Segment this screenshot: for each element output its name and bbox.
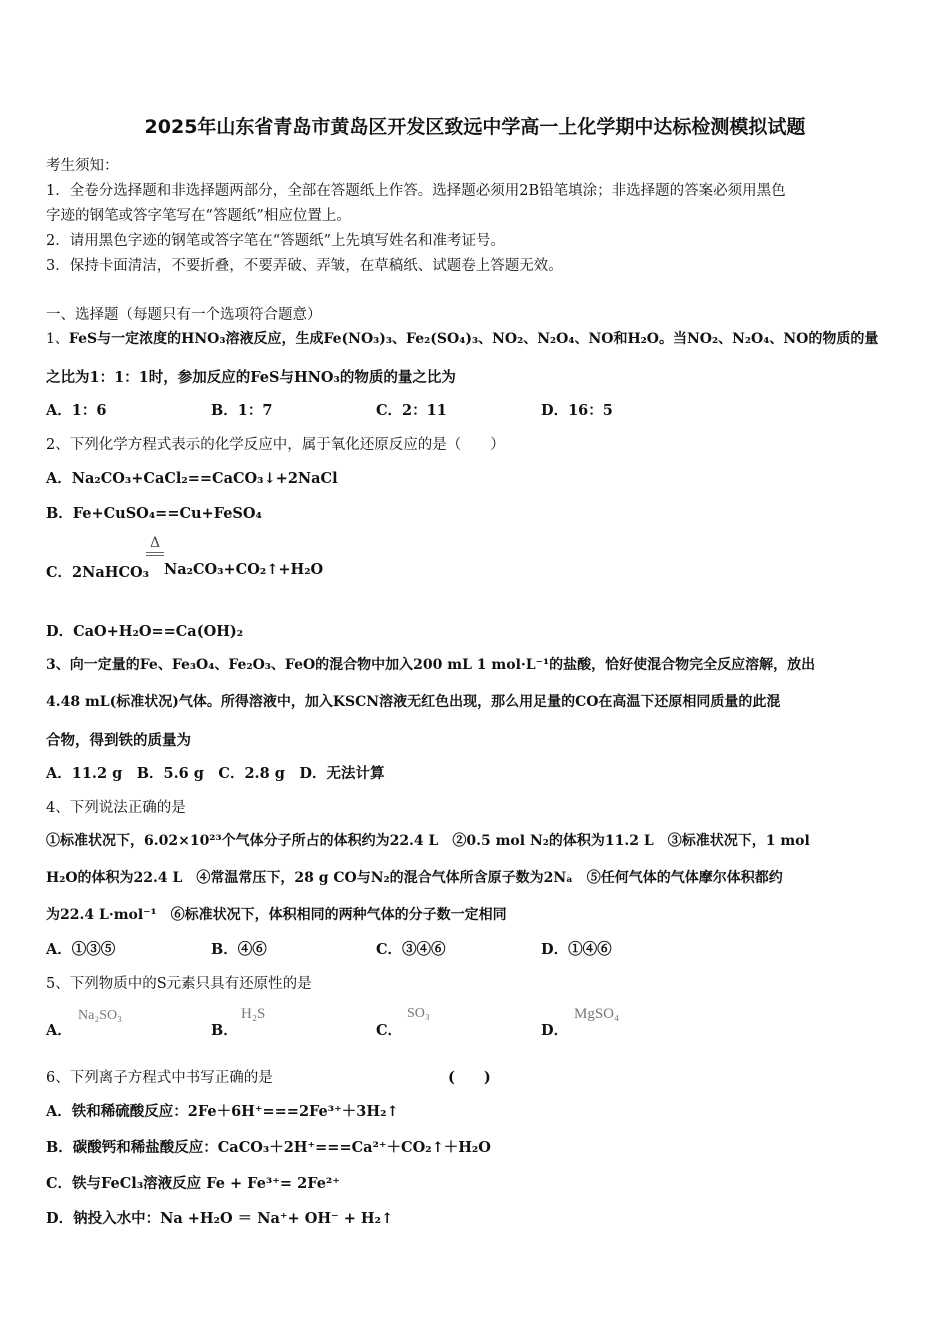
q3-stem-line1: 3、向一定量的Fe、Fe₃O₄、Fe₂O₃、FeO的混合物中加入200 mL 1 mol·L⁻¹的盐酸，恰好使混合物完全反应溶解，放出 [46, 657, 816, 673]
q4-statement-line1: ①标准状况下，6.02×10²³个气体分子所占的体积约为22.4 L ②0.5 mol N₂的体积为11.2 L ③标准状况下，1 mol [46, 833, 810, 849]
q2-option-b[interactable]: B．Fe+CuSO₄==Cu+FeSO₄ [46, 505, 262, 522]
q2-heat-symbol: Δ [146, 535, 164, 556]
q1-stem [46, 328, 878, 348]
q2-option-a[interactable]: A．Na₂CO₃+CaCl₂==CaCO₃↓+2NaCl [46, 470, 338, 487]
q1-option-a[interactable]: A．1：6 [46, 402, 107, 419]
q5-formula-c: SO₃ [407, 1006, 430, 1021]
q2-option-c[interactable]: C．2NaHCO₃ [46, 564, 150, 581]
q4-option-b[interactable]: B．④⑥ [211, 941, 267, 958]
q2-option-c-products: Na₂CO₃+CO₂↑+H₂O [164, 561, 324, 578]
q4-option-c[interactable]: C．③④⑥ [376, 941, 446, 958]
q4-statement-line2: H₂O的体积为22.4 L ④常温常压下，28 g CO与N₂的混合气体所含原子数为2Nₐ ⑤任何气体的气体摩尔体积都约 [46, 870, 783, 886]
page-title: 2025年山东省青岛市黄岛区开发区致远中学高一上化学期中达标检测模拟试题 [144, 116, 806, 138]
notice-item-2: 2．请用黑色字迹的钢笔或答字笔在“答题纸”上先填写姓名和准考证号。 [46, 233, 506, 249]
q6-option-c[interactable]: C．铁与FeCl₃溶液反应 Fe + Fe³⁺= 2Fe²⁺ [46, 1175, 340, 1192]
q6-answer-bracket: ( ) [448, 1069, 491, 1086]
q4-statement-line3: 为22.4 L·mol⁻¹ ⑥标准状况下，体积相同的两种气体的分子数一定相同 [46, 907, 507, 923]
q1-option-c[interactable]: C．2：11 [376, 402, 447, 419]
notice-heading: 考生须知： [46, 158, 119, 174]
q6-stem: 6、下列离子方程式中书写正确的是 [46, 1070, 273, 1086]
q5-option-b[interactable]: B． [211, 1022, 238, 1039]
q6-option-d[interactable]: D．钠投入水中：Na +H₂O ＝ Na⁺+ OH⁻ + H₂↑ [46, 1210, 394, 1227]
q2-option-d[interactable]: D．CaO+H₂O==Ca(OH)₂ [46, 623, 244, 640]
q5-stem: 5、下列物质中的S元素只具有还原性的是 [46, 976, 312, 992]
q4-option-d[interactable]: D．①④⑥ [541, 941, 612, 958]
notice-item-1: 1．全卷分选择题和非选择题两部分，全部在答题纸上作答。选择题必须用2B铅笔填涂；非选择题的答案必须用黑色 [46, 183, 786, 199]
q5-formula-b: H₂S [241, 1006, 266, 1022]
q3-options[interactable]: A．11.2 g B．5.6 g C．2.8 g D．无法计算 [46, 765, 385, 782]
q6-option-b[interactable]: B．碳酸钙和稀盐酸反应：CaCO₃＋2H⁺===Ca²⁺＋CO₂↑＋H₂O [46, 1139, 491, 1156]
q1-text: FeS与一定浓度的HNO₃溶液反应，生成Fe(NO₃)₃、Fe₂(SO₄)₃、NO₂、N₂O₄、NO和H₂O。当NO₂、N₂O₄、NO的物质的量 [68, 331, 879, 347]
q3-stem-line3: 合物，得到铁的质量为 [46, 732, 191, 749]
section-heading: 一、选择题（每题只有一个选项符合题意） [46, 307, 322, 323]
q1-option-b[interactable]: B．1：7 [211, 402, 273, 419]
q1-option-d[interactable]: D．16：5 [541, 402, 613, 419]
q6-option-a[interactable]: A．铁和稀硫酸反应：2Fe＋6H⁺===2Fe³⁺＋3H₂↑ [46, 1103, 399, 1120]
q5-formula-a: Na₂SO₃ [78, 1008, 122, 1023]
q3-stem-line2: 4.48 mL(标准状况)气体。所得溶液中，加入KSCN溶液无红色出现，那么用足量的CO在高温下还原相同质量的此混 [46, 694, 781, 710]
q5-option-c[interactable]: C． [376, 1022, 403, 1039]
q4-option-a[interactable]: A．①③⑤ [46, 941, 116, 958]
q5-option-d[interactable]: D． [541, 1022, 569, 1039]
q1-stem-line2: 之比为1：1：1时，参加反应的FeS与HNO₃的物质的量之比为 [46, 369, 456, 386]
q2-stem: 2、下列化学方程式表示的化学反应中，属于氧化还原反应的是（ ） [46, 437, 505, 453]
q1-number: 1、 [46, 331, 69, 347]
q4-stem: 4、下列说法正确的是 [46, 800, 186, 816]
notice-item-3: 3．保持卡面清洁，不要折叠，不要弄破、弄皱，在草稿纸、试题卷上答题无效。 [46, 258, 563, 274]
q5-option-a[interactable]: A． [46, 1022, 72, 1039]
q5-formula-d: MgSO₄ [574, 1006, 620, 1022]
notice-item-1-cont: 字迹的钢笔或答字笔写在“答题纸”相应位置上。 [46, 208, 351, 224]
